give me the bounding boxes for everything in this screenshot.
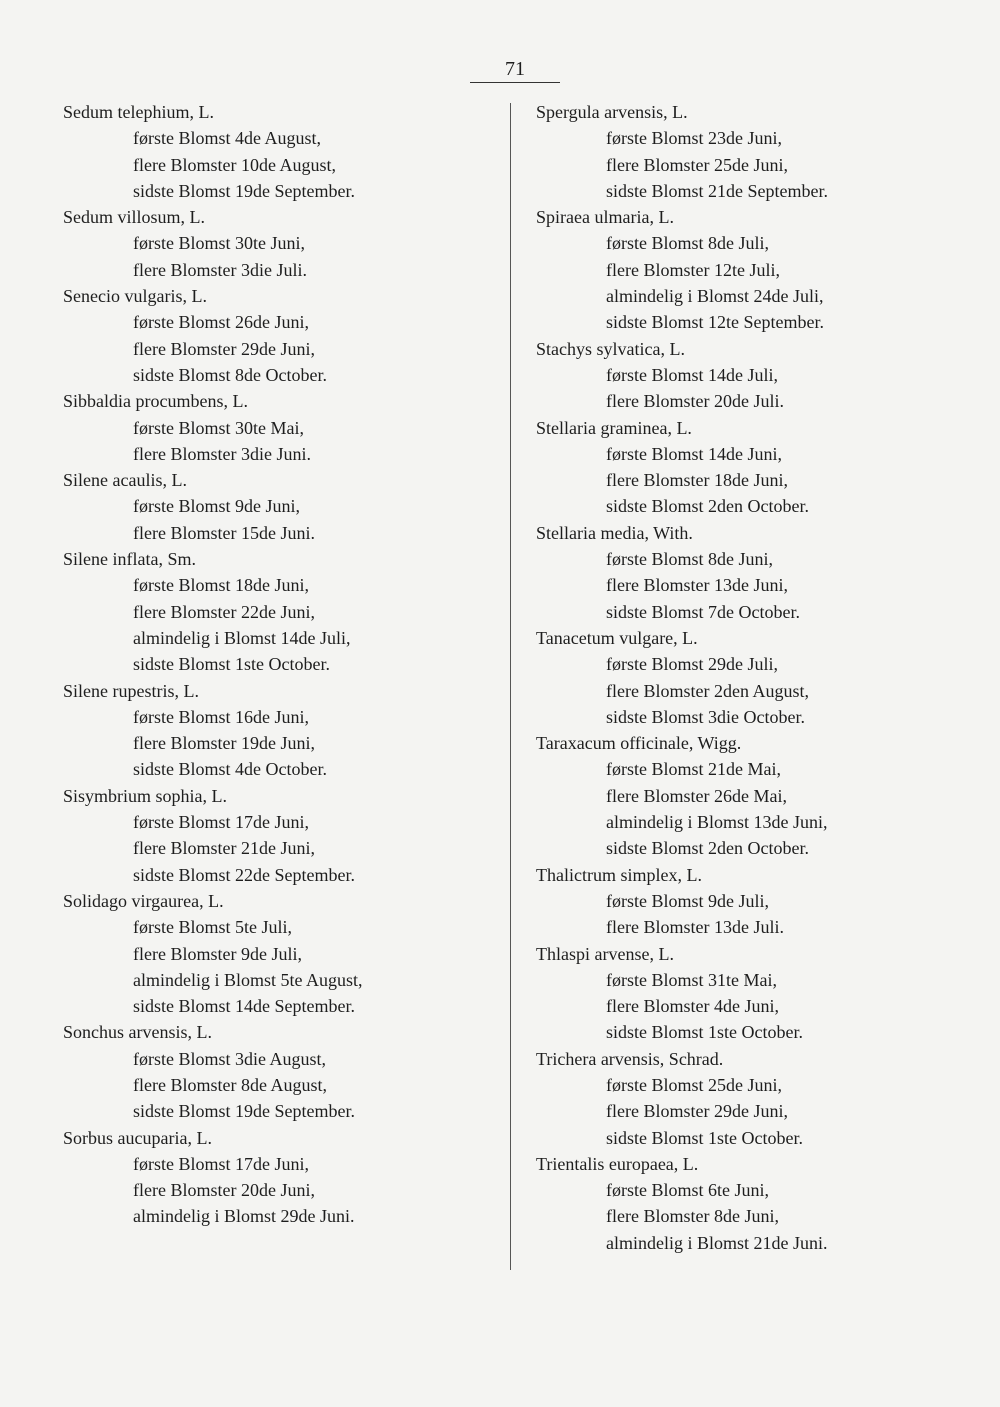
species-entry [536,1046,976,1151]
bloom-record-line: første Blomst 31te Mai, [606,969,777,990]
bloom-record-line: sidste Blomst 3die October. [606,706,805,727]
species-name: Stellaria media, With. [536,522,693,543]
bloom-record-line: sidste Blomst 1ste October. [606,1022,803,1043]
species-entry [63,888,503,1019]
species-entry [536,520,976,625]
bloom-record-line: flere Blomster 20de Juni, [133,1180,315,1201]
bloom-record-line: almindelig i Blomst 24de Juli, [606,286,824,307]
bloom-record-line: flere Blomster 2den August, [606,680,809,701]
species-name: Spiraea ulmaria, L. [536,207,674,228]
bloom-record-line: flere Blomster 19de Juni, [133,733,315,754]
bloom-record-line: flere Blomster 29de Juni, [133,338,315,359]
species-entry [536,862,976,941]
bloom-record-line: sidste Blomst 12te September. [606,312,824,333]
bloom-record-line: første Blomst 14de Juni, [606,443,782,464]
bloom-record-line: første Blomst 9de Juni, [133,496,300,517]
bloom-record-line: første Blomst 17de Juni, [133,1153,309,1174]
bloom-record-line: første Blomst 3die August, [133,1048,326,1069]
bloom-record-line: første Blomst 25de Juni, [606,1074,782,1095]
species-entry [63,783,503,888]
bloom-record-line: sidste Blomst 1ste October. [133,654,330,675]
species-name: Trichera arvensis, Schrad. [536,1048,724,1069]
bloom-record-line: første Blomst 6te Juni, [606,1180,769,1201]
bloom-record-line: første Blomst 5te Juli, [133,917,292,938]
species-name: Silene acaulis, L. [63,470,187,491]
species-name: Thlaspi arvense, L. [536,943,674,964]
species-entry [536,941,976,1046]
bloom-record-line: almindelig i Blomst 29de Juni. [133,1206,355,1227]
column-divider [510,103,511,1270]
species-name: Thalictrum simplex, L. [536,864,702,885]
species-entry [63,1125,503,1230]
bloom-record-line: første Blomst 29de Juli, [606,654,778,675]
bloom-record-line: første Blomst 9de Juli, [606,890,769,911]
species-name: Sedum telephium, L. [63,102,214,122]
bloom-record-line: almindelig i Blomst 14de Juli, [133,627,351,648]
bloom-record-line: sidste Blomst 22de September. [133,864,355,885]
bloom-record-line: flere Blomster 12te Juli, [606,259,780,280]
bloom-record-line: flere Blomster 9de Juli, [133,943,302,964]
species-entry [63,467,503,546]
species-entry [63,204,503,283]
bloom-record-line: første Blomst 16de Juni, [133,706,309,727]
bloom-record-line: flere Blomster 8de August, [133,1074,327,1095]
bloom-record-line: sidste Blomst 8de October. [133,364,327,385]
bloom-record-line: første Blomst 4de August, [133,128,321,149]
bloom-record-line: første Blomst 18de Juni, [133,575,309,596]
bloom-record-line: flere Blomster 20de Juli. [606,391,784,412]
bloom-record-line: flere Blomster 18de Juni, [606,470,788,491]
bloom-record-line: første Blomst 17de Juni, [133,812,309,833]
species-entry [536,204,976,335]
bloom-record-line: sidste Blomst 2den October. [606,496,809,517]
species-name: Sorbus aucuparia, L. [63,1127,212,1148]
species-name: Stellaria graminea, L. [536,417,692,438]
species-name: Stachys sylvatica, L. [536,338,685,359]
bloom-record-line: sidste Blomst 4de October. [133,759,327,780]
species-entry [536,99,976,204]
species-name: Silene rupestris, L. [63,680,199,701]
species-entry [63,678,503,783]
bloom-record-line: flere Blomster 15de Juni. [133,522,315,543]
bloom-record-line: almindelig i Blomst 5te August, [133,969,363,990]
bloom-record-line: flere Blomster 10de August, [133,154,336,175]
bloom-record-line: første Blomst 8de Juni, [606,549,773,570]
species-entry [63,283,503,388]
species-name: Senecio vulgaris, L. [63,286,207,307]
bloom-record-line: almindelig i Blomst 13de Juni, [606,812,828,833]
species-entry [536,730,976,861]
bloom-record-line: flere Blomster 3die Juli. [133,259,307,280]
bloom-record-line: flere Blomster 13de Juni, [606,575,788,596]
bloom-record-line: første Blomst 23de Juni, [606,128,782,149]
bloom-record-line: flere Blomster 3die Juni. [133,443,311,464]
species-name: Taraxacum officinale, Wigg. [536,733,742,754]
bloom-record-line: første Blomst 30te Mai, [133,417,304,438]
species-entry [536,625,976,730]
bloom-record-line: flere Blomster 29de Juni, [606,1101,788,1122]
species-entry [536,336,976,415]
bloom-record-line: sidste Blomst 19de September. [133,180,355,201]
left-column [63,99,503,1230]
species-name: Silene inflata, Sm. [63,549,196,570]
species-name: Tanacetum vulgare, L. [536,627,698,648]
species-name: Spergula arvensis, L. [536,102,688,122]
bloom-record-line: sidste Blomst 1ste October. [606,1127,803,1148]
species-entry [63,546,503,677]
bloom-record-line: sidste Blomst 14de September. [133,996,355,1017]
bloom-record-line: første Blomst 21de Mai, [606,759,781,780]
species-name: Sisymbrium sophia, L. [63,785,228,806]
species-name: Sonchus arvensis, L. [63,1022,212,1043]
species-name: Sedum villosum, L. [63,207,206,228]
bloom-record-line: første Blomst 30te Juni, [133,233,305,254]
bloom-record-line: flere Blomster 22de Juni, [133,601,315,622]
bloom-record-line: første Blomst 8de Juli, [606,233,769,254]
bloom-record-line: sidste Blomst 2den October. [606,838,809,859]
bloom-record-line: almindelig i Blomst 21de Juni. [606,1232,828,1253]
bloom-record-line: flere Blomster 8de Juni, [606,1206,779,1227]
bloom-record-line: sidste Blomst 21de September. [606,180,828,201]
bloom-record-line: flere Blomster 13de Juli. [606,917,784,938]
page-number-rule [470,82,560,83]
bloom-record-line: første Blomst 26de Juni, [133,312,309,333]
page-number: 71 [505,58,525,80]
species-entry [63,99,503,204]
species-entry [536,1151,976,1256]
bloom-record-line: flere Blomster 25de Juni, [606,154,788,175]
species-entry [536,415,976,520]
bloom-record-line: flere Blomster 21de Juni, [133,838,315,859]
bloom-record-line: sidste Blomst 7de October. [606,601,800,622]
bloom-record-line: sidste Blomst 19de September. [133,1101,355,1122]
bloom-record-line: flere Blomster 4de Juni, [606,996,779,1017]
species-name: Trientalis europaea, L. [536,1153,699,1174]
bloom-record-line: flere Blomster 26de Mai, [606,785,787,806]
species-name: Sibbaldia procumbens, L. [63,391,248,412]
bloom-record-line: første Blomst 14de Juli, [606,364,778,385]
species-name: Solidago virgaurea, L. [63,890,224,911]
species-entry [63,388,503,467]
right-column [536,99,976,1256]
species-entry [63,1019,503,1124]
